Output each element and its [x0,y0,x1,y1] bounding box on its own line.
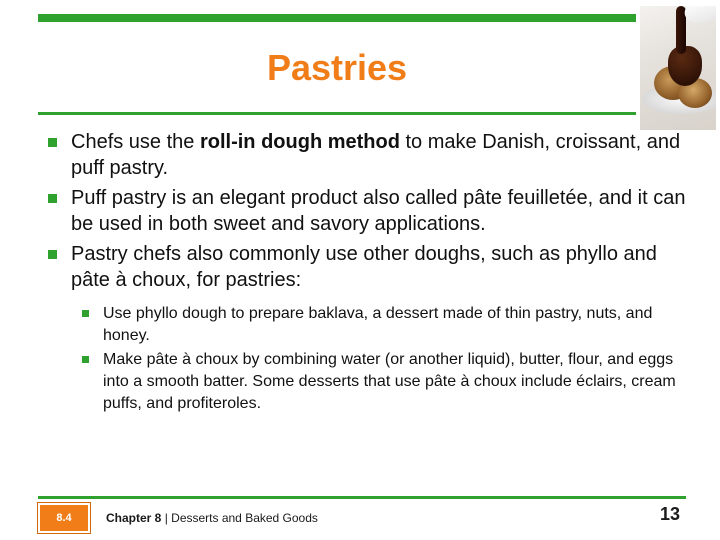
bullet-square-icon [48,194,57,203]
bullet-item [48,242,698,293]
footer-chapter: Chapter 8 | Desserts and Baked Goods [106,511,318,525]
bullet-item [48,186,698,237]
sub-bullet-item [82,303,698,347]
bullet-square-icon [82,356,89,363]
bullet-square-icon [48,250,57,259]
bullet-square-icon [48,138,57,147]
slide-body [48,130,698,417]
section-badge: 8.4 [38,503,90,533]
bullet-text: Pastry chefs also commonly use other doughs, such as phyllo and pâte à choux, for pastries: [71,243,657,291]
slide-title: Pastries [266,47,408,88]
sub-bullet-text: Use phyllo dough to prepare baklava, a dessert made of thin pastry, nuts, and honey. [103,305,653,344]
header-accent-bar [38,14,636,22]
bullet-text: Puff pastry is an elegant product also called pâte feuilletée, and it can be used in both sweet and savory applications. [71,187,686,235]
title-divider [38,112,636,115]
bullet-square-icon [82,310,89,317]
sub-bullet-text: Make pâte à choux by combining water (or another liquid), butter, flour, and eggs into a smooth batter. Some desserts that use pâte à choux include éclairs, cream puffs, and profiteroles. [103,351,676,412]
bold-term: roll-in dough method [199,131,400,153]
footer-divider [38,496,686,499]
bullet-item [48,130,698,181]
sub-bullet-item [82,349,698,415]
bullet-text: Chefs use the roll-in dough method to make Danish, croissant, and puff pastry. [71,131,681,179]
sub-bullet-list [82,303,698,415]
cream-puffs-photo [640,6,716,130]
page-number: 13 [659,504,680,524]
